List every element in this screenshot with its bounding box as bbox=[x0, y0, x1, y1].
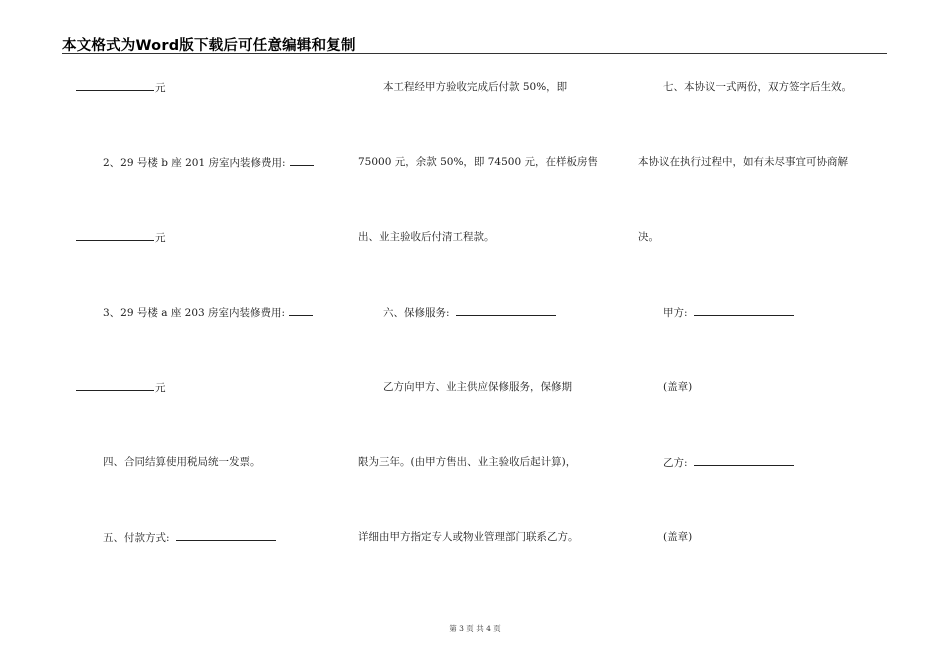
right-line-6 bbox=[663, 455, 795, 470]
right-line-7: (盖章) bbox=[663, 531, 693, 543]
fill-blank bbox=[176, 530, 276, 541]
fill-blank bbox=[290, 155, 314, 166]
invoice-clause: 四、合同结算使用税局统一发票。 bbox=[103, 456, 261, 468]
right-line-4 bbox=[663, 305, 795, 320]
middle-line-4 bbox=[383, 305, 557, 320]
middle-line-1: 本工程经甲方验收完成后付款 50%，即 bbox=[383, 81, 568, 93]
signature-blank bbox=[694, 455, 794, 466]
fee-item-201: 2、29 号楼 b 座 201 房室内装修费用: bbox=[103, 157, 286, 169]
header-divider bbox=[62, 53, 887, 54]
fill-blank bbox=[76, 80, 154, 91]
right-line-5: (盖章) bbox=[663, 381, 693, 393]
payment-method-label: 五、付款方式: bbox=[103, 532, 170, 544]
party-b-label: 乙方: bbox=[663, 457, 688, 469]
middle-line-3: 出、业主验收后付清工程款。 bbox=[358, 231, 495, 243]
right-line-3: 决。 bbox=[638, 231, 659, 243]
middle-line-6: 限为三年。(由甲方售出、业主验收后起计算)， bbox=[358, 456, 577, 468]
signature-blank bbox=[694, 305, 794, 316]
fill-blank bbox=[456, 305, 556, 316]
document-header-title: 本文格式为Word版下载后可任意编辑和复制 bbox=[62, 38, 356, 54]
middle-line-7: 详细由甲方指定专人或物业管理部门联系乙方。 bbox=[358, 531, 579, 543]
left-line-7 bbox=[103, 530, 277, 545]
fill-blank bbox=[289, 305, 313, 316]
party-a-label: 甲方: bbox=[663, 307, 688, 319]
left-line-4 bbox=[103, 305, 314, 320]
left-line-3 bbox=[76, 230, 166, 245]
page-number: 第 3 页 共 4 页 bbox=[449, 624, 501, 633]
middle-line-5: 乙方向甲方、业主供应保修服务，保修期 bbox=[383, 381, 572, 393]
left-line-6 bbox=[103, 455, 261, 469]
currency-unit: 元 bbox=[155, 382, 166, 394]
left-line-5 bbox=[76, 380, 166, 395]
fill-blank bbox=[76, 230, 154, 241]
fill-blank bbox=[76, 380, 154, 391]
left-line-2 bbox=[103, 155, 315, 170]
currency-unit: 元 bbox=[155, 232, 166, 244]
right-line-2: 本协议在执行过程中，如有未尽事宜可协商解 bbox=[638, 156, 848, 168]
middle-line-2: 75000 元，余款 50%，即 74500 元，在样板房售 bbox=[358, 156, 598, 168]
right-line-1: 七、本协议一式两份，双方签字后生效。 bbox=[663, 81, 852, 93]
left-line-1 bbox=[76, 80, 166, 95]
currency-unit: 元 bbox=[155, 82, 166, 94]
warranty-label: 六、保修服务: bbox=[383, 307, 450, 319]
fee-item-203: 3、29 号楼 a 座 203 房室内装修费用: bbox=[103, 307, 286, 319]
